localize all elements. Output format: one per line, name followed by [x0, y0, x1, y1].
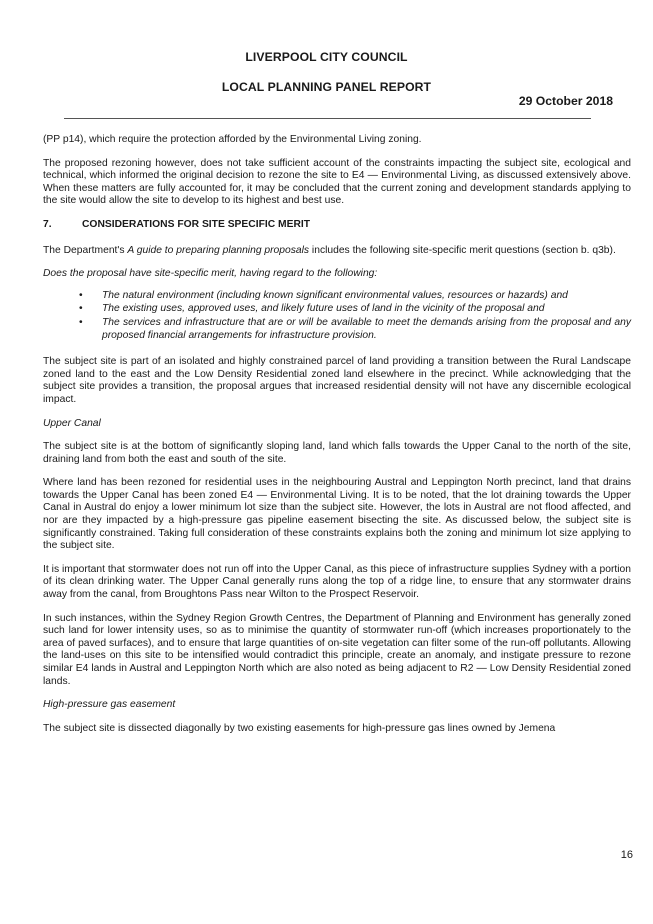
- paragraph: The subject site is at the bottom of significantly sloping land, land which falls towards the Upper Canal to the north of the site, draining land from both the east and south of the site.: [43, 441, 631, 465]
- paragraph: In such instances, within the Sydney Region Growth Centres, the Department of Planning and Environment has generally zoned such land for lower intensity uses, so as to minimise the quantity of stormwater run-off (which increases proportionately to the area of paved surfaces), and to ensure that large quantities of on-site vegetation can filter some of the run-off pollutants. Allowing the land-uses on this site to be intensified would contradict this principle, create an anomaly, and instigate pressure to rezone similar E4 lands in Austral and Leppington North which are also noted as being adjacent to R2 — Low Density Residential zoned lands.: [43, 612, 631, 687]
- list-item: [43, 317, 631, 342]
- subheading-upper-canal: Upper Canal: [43, 417, 101, 429]
- section-title: CONSIDERATIONS FOR SITE SPECIFIC MERIT: [82, 218, 311, 230]
- report-title: LOCAL PLANNING PANEL REPORT: [221, 80, 432, 94]
- report-body: [43, 134, 631, 735]
- merit-question: Does the proposal have site-specific merit, having regard to the following:: [43, 268, 378, 280]
- paragraph: Where land has been rezoned for residential uses in the neighbouring Austral and Leppington North precinct, land that drains towards the Upper Canal has been zoned E4 — Environmental Living. It is to be noted, that the lot draining towards the Upper Canal in Austral do enjoy a lower minimum lot size than the subject site. However, the lots in Austral are not flood affected, and nor are they impacted by a high-pressure gas pipeline easement bisecting the site. As discussed below, the subject site is significantly constrained. Taking full consideration of these constraints explains both the zoning and minimum lot size applying to the subject site.: [43, 477, 631, 552]
- list-item-text: The existing uses, approved uses, and likely future uses of land in the vicinity of the proposal and: [102, 303, 545, 315]
- subheading-gas-easement: High-pressure gas easement: [43, 699, 176, 711]
- section-number: 7.: [43, 218, 52, 230]
- header-divider: [64, 118, 591, 119]
- report-date: 29 October 2018: [518, 94, 613, 108]
- text-run: includes the following site-specific merit questions (section b. q3b).: [309, 244, 616, 256]
- council-name: LIVERPOOL CITY COUNCIL: [245, 50, 408, 64]
- guide-title: A guide to preparing planning proposals: [127, 244, 310, 256]
- list-item: [43, 290, 631, 303]
- list-item-text: The natural environment (including known significant environmental values, resources or hazards) and: [102, 289, 568, 301]
- section-heading: [43, 219, 631, 232]
- paragraph: It is important that stormwater does not run off into the Upper Canal, as this piece of infrastructure supplies Sydney with a portion of its clean drinking water. The Upper Canal generally runs along the top of a ridge line, to ensure that any stormwater drains away from the canal, from Broughtons Pass near Wilton to the Prospect Reservoir.: [43, 563, 631, 601]
- page-number: 16: [620, 849, 633, 861]
- paragraph: [43, 245, 631, 258]
- paragraph: The subject site is part of an isolated and highly constrained parcel of land providing a transition between the Rural Landscape zoned land to the east and the Low Density Residential zoned land elsewhere in the precinct. While acknowledging that the subject site provides a transition, the proposal argues that increased residential density will not have any discernible ecological impact.: [43, 356, 631, 405]
- merit-criteria-list: [43, 290, 631, 342]
- bullet-icon: •: [79, 289, 83, 301]
- paragraph: The proposed rezoning however, does not take sufficient account of the constraints impacting the subject site, ecological and technical, which informed the original decision to rezone the site to E4 — Environmental Living, as discussed extensively above. When these matters are fully accounted for, it may be concluded that the current zoning and development standards applying to the site would allow the site to develop to its highest and best use.: [43, 157, 631, 207]
- text-run: The Department's: [43, 244, 128, 256]
- bullet-icon: •: [79, 316, 83, 328]
- list-item: [43, 303, 631, 316]
- bullet-icon: •: [79, 303, 83, 315]
- list-item-text: The services and infrastructure that are or will be available to meet the demands arising from the proposal and any proposed financial arrangements for infrastructure provision.: [102, 316, 631, 341]
- paragraph: (PP p14), which require the protection afforded by the Environmental Living zoning.: [43, 134, 422, 145]
- paragraph: The subject site is dissected diagonally by two existing easements for high-pressure gas lines owned by Jemena: [43, 722, 556, 734]
